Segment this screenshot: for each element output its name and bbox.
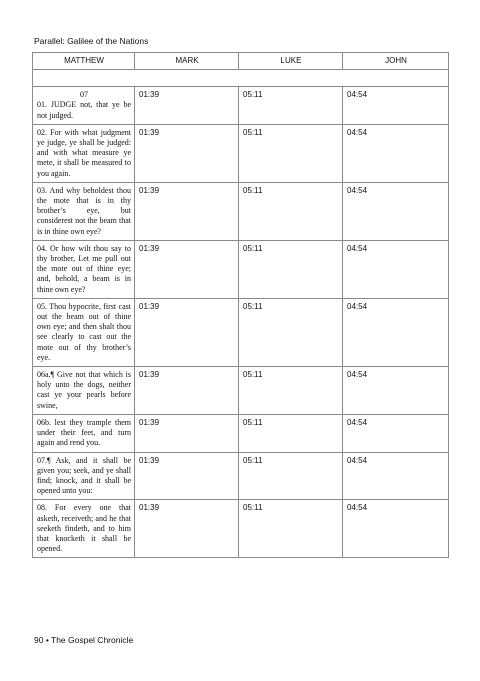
table-row [33,452,449,500]
john-cell: 04:54 [343,182,449,240]
matthew-cell: 07.¶ Ask, and it shall be given you; seek, and ye shall find; knock, and it shall be opened unto you: [33,452,135,500]
matthew-cell: 02. For with what judgment ye judge, ye shall be judged: and with what measure ye mete, it shall be measured to you again. [33,124,135,182]
mark-cell: 01:39 [135,367,239,415]
john-cell: 04:54 [343,298,449,366]
matthew-cell: 06a.¶ Give not that which is holy unto the dogs, neither cast ye your pearls before swine, [33,367,135,415]
table-row [33,414,449,452]
luke-cell: 05:11 [239,452,343,500]
mark-cell: 01:39 [135,452,239,500]
table-row [33,367,449,415]
page-footer: 90 • The Gospel Chronicle [34,635,134,645]
table-row [33,182,449,240]
mark-cell: 01:39 [135,298,239,366]
table-row [33,500,449,558]
john-cell: 04:54 [343,500,449,558]
matthew-cell: 06b. lest they trample them under their feet, and turn again and rend you. [33,414,135,452]
john-cell: 04:54 [343,87,449,125]
matthew-cell: 04. Or how wilt thou say to thy brother, Let me pull out the mote out of thine eye; and, behold, a beam is in thine own eye? [33,240,135,298]
john-cell: 04:54 [343,124,449,182]
luke-cell: 05:11 [239,182,343,240]
john-cell: 04:54 [343,452,449,500]
column-header-john: JOHN [343,53,449,70]
luke-cell: 05:11 [239,414,343,452]
matthew-cell: 08. For every one that asketh, receiveth; and he that seeketh findeth, and to him that knocketh it shall be opened. [33,500,135,558]
luke-cell: 05:11 [239,298,343,366]
column-header-mark: MARK [135,53,239,70]
column-header-luke: LUKE [239,53,343,70]
luke-cell: 05:11 [239,87,343,125]
mark-cell: 01:39 [135,182,239,240]
matthew-cell: 05. Thou hypocrite, first cast out the beam out of thine own eye; and then shalt thou see clearly to cast out the mote out of thy brother’s eye. [33,298,135,366]
luke-cell: 05:11 [239,367,343,415]
mark-cell: 01:39 [135,124,239,182]
luke-cell: 05:11 [239,124,343,182]
mark-cell: 01:39 [135,240,239,298]
matthew-cell: 03. And why beholdest thou the mote that is in thy brother’s eye, but considerest not the beam that is in thine own eye? [33,182,135,240]
luke-cell: 05:11 [239,500,343,558]
mark-cell: 01:39 [135,87,239,125]
table-row [33,240,449,298]
mark-cell: 01:39 [135,414,239,452]
parallel-table [32,52,449,558]
table-row [33,298,449,366]
table-header-row [33,53,449,70]
column-header-matthew: MATTHEW [33,53,135,70]
luke-cell: 05:11 [239,240,343,298]
page-heading: Parallel: Galilee of the Nations [34,36,149,46]
john-cell: 04:54 [343,240,449,298]
verse-text: 01. JUDGE not, that ye be not judged. [37,100,131,120]
mark-cell: 01:39 [135,500,239,558]
table-row [33,87,449,125]
spacer-row [33,70,449,87]
matthew-cell [33,87,135,125]
table-row [33,124,449,182]
john-cell: 04:54 [343,367,449,415]
chapter-number: 07 [80,90,88,100]
john-cell: 04:54 [343,414,449,452]
